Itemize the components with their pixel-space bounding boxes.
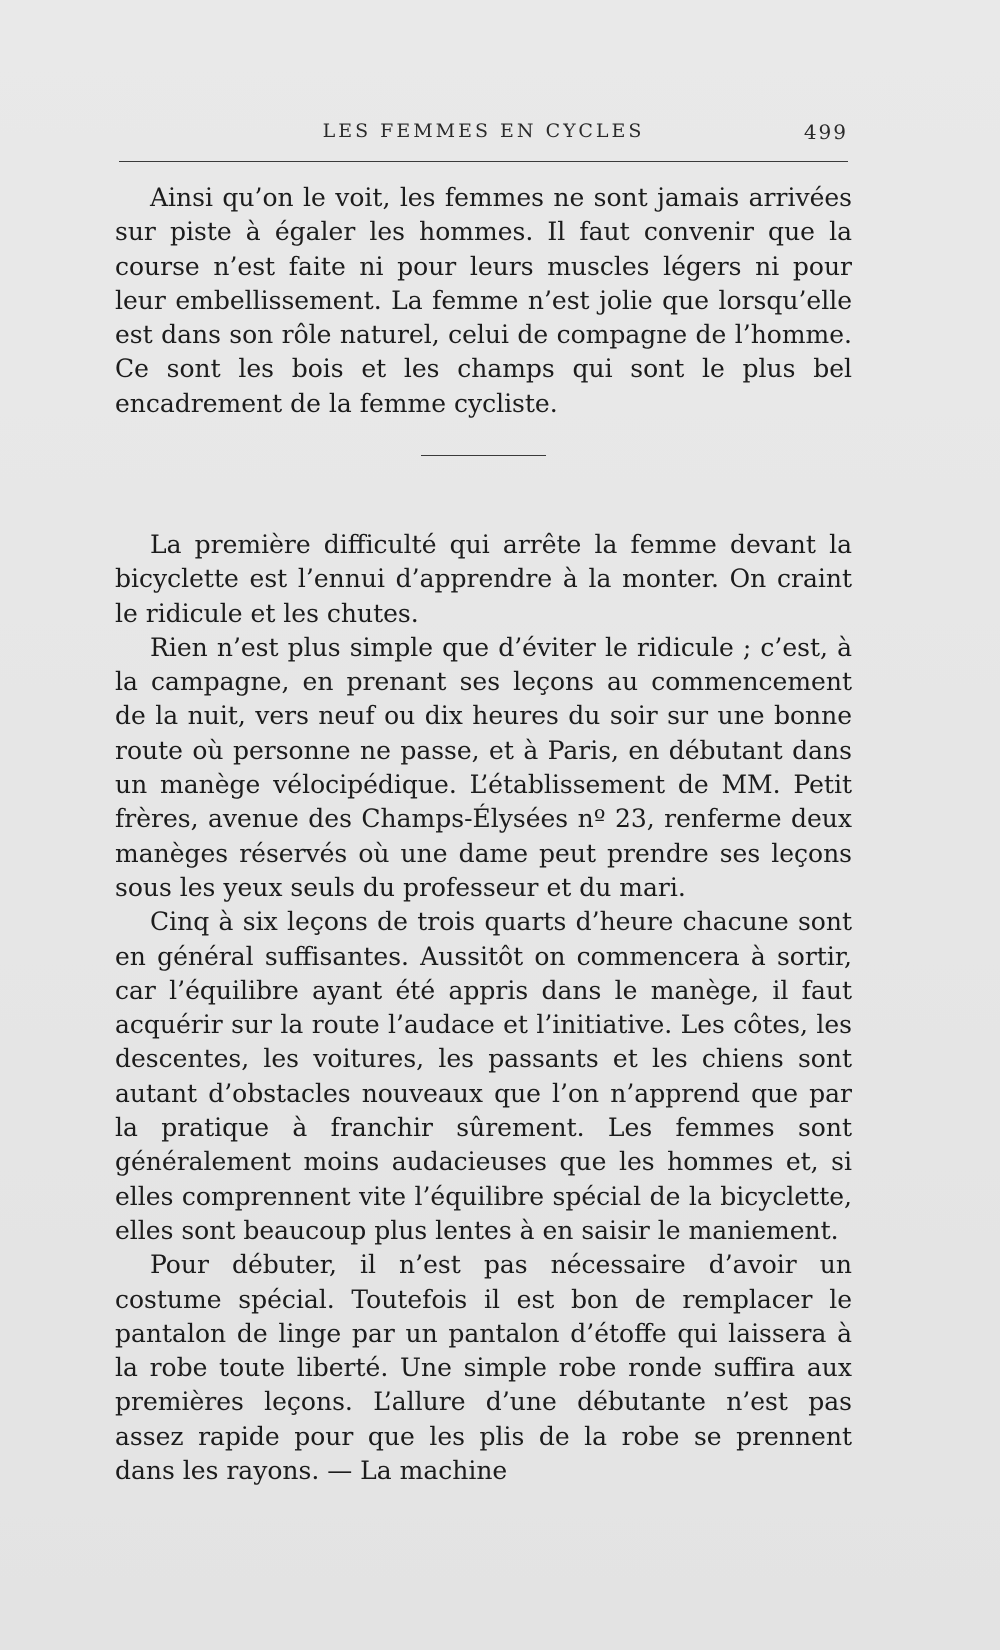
paragraph: Ainsi qu’on le voit, les femmes ne sont jamais arrivées sur piste à égaler les hommes. Il faut convenir que la course n’est faite ni pour leurs muscles légers ni pour leur embellissement. La femme n’est jolie que lorsqu’elle est dans son rôle naturel, celui de compagne de l’homme. Ce sont les bois et les champs qui sont le plus bel encadrement de la femme cycliste. [115,183,852,418]
page-number: 499 [803,120,848,144]
paragraph: Cinq à six leçons de trois quarts d’heure chacune sont en général suffisantes. Aussitôt on commencera à sortir, car l’équilibre ayant été appris dans le manège, il faut acquérir sur la route l’audace et l’initiative. Les côtes, les descentes, les voitures, les passants et les chiens sont autant d’obstacles nouveaux que l’on n’apprend que par la pratique à franchir sûrement. Les femmes sont généralement moins audacieuses que les hommes et, si elles comprennent vite l’équilibre spécial de la bicyclette, elles sont beaucoup plus lentes à en saisir le maniement. [115,907,852,1245]
running-title: LES FEMMES EN CYCLES [322,120,645,142]
paragraph: Rien n’est plus simple que d’éviter le ridicule ; c’est, à la campagne, en prenant ses leçons au commencement de la nuit, vers neuf ou dix heures du soir sur une bonne route où personne ne passe, et à Paris, en débutant dans un manège vélocipédique. L’établissement de MM. Petit frères, avenue des Champs-Élysées nº 23, renferme deux manèges réservés où une dame peut prendre ses leçons sous les yeux seuls du professeur et du mari. [115,632,852,902]
text-block-after-rule [115,528,852,1488]
paragraph: Pour débuter, il n’est pas nécessaire d’avoir un costume spécial. Toutefois il est bon de remplacer le pantalon de linge par un pantalon d’étoffe qui laissera à la robe toute liberté. Une simple robe ronde suffira aux premières leçons. L’allure d’une débutante n’est pas assez rapide pour que les plis de la robe se prennent dans les rayons. — La machine [115,1250,852,1486]
paragraph: La première difficulté qui arrête la femme devant la bicyclette est l’ennui d’apprendre à la monter. On craint le ridicule et les chutes. [115,530,852,628]
running-head [119,120,848,150]
section-divider [421,455,546,456]
header-rule [119,161,848,162]
text-block-before-rule [115,181,852,421]
